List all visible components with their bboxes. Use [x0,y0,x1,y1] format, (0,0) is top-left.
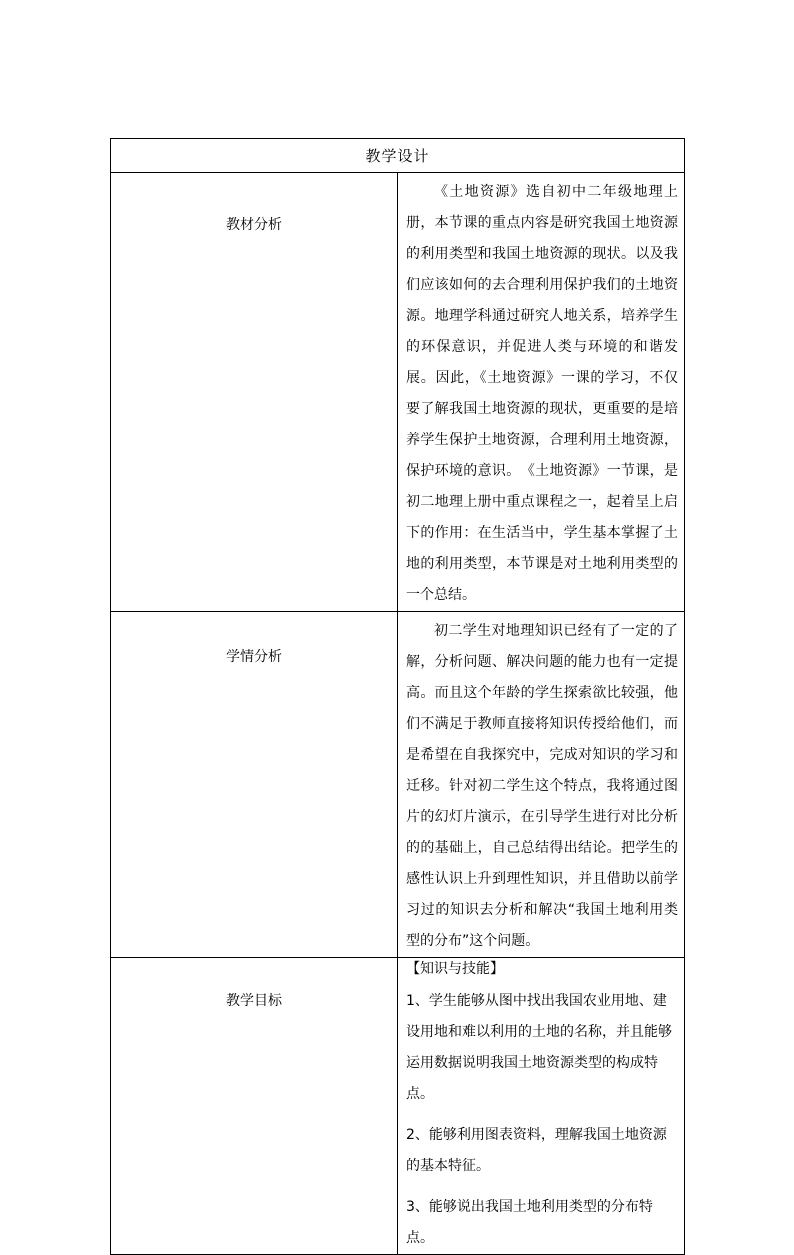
row-label-teaching-goals [111,958,398,1255]
knowledge-skills-heading: 【知识与技能】 [406,961,504,977]
row-label-text: 教学目标 [226,993,282,1009]
table-row-textbook-analysis [111,173,685,612]
row-label-textbook-analysis [111,173,398,612]
goal-item-1: 1、学生能够从图中找出我国农业用地、建设用地和难以利用的土地的名称，并且能够运用数据说明我国土地资源类型的构成特点。 [406,993,672,1102]
table-title: 教学设计 [111,139,685,173]
row-label-text: 学情分析 [226,649,282,665]
table-row-student-analysis [111,612,685,958]
textbook-analysis-paragraph: 《土地资源》选自初中二年级地理上册，本节课的重点内容是研究我国土地资源的利用类型和我国土地资源的现状。以及我们应该如何的去合理利用保护我们的土地资源。地理学科通过研究人地关系，培养学生的环保意识，并促进人类与环境的和谐发展。因此，《土地资源》一课的学习，不仅要了解我国土地资源的现状，更重要的是培养学生保护土地资源，合理利用土地资源，保护环境的意识。 《土地资源》一节课，是初二地理上册中重点课程之一，起着呈上启下的作用：在生活当中，学生基本掌握了土地的利用类型，本节课是对土地利用类型的一个总结。 [406,184,678,603]
teaching-goals-content [398,958,685,1255]
student-analysis-paragraph: 初二学生对地理知识已经有了一定的了解，分析问题、解决问题的能力也有一定提高。而且这个年龄的学生探索欲比较强，他们不满足于教师直接将知识传授给他们，而是希望在自我探究中，完成对知识的学习和迁移。针对初二学生这个特点，我将通过图片的幻灯片演示，在引导学生进行对比分析的的基础上，自己总结得出结论。把学生的感性认识上升到理性知识，并且借助以前学习过的知识去分析和解决“我国土地利用类型的分布”这个问题。 [406,623,678,949]
textbook-analysis-content [398,173,685,612]
table-title-row [111,139,685,173]
student-analysis-content [398,612,685,958]
goal-item-3: 3、能够说出我国土地利用类型的分布特点。 [406,1199,653,1246]
row-label-student-analysis [111,612,398,958]
table-row-teaching-goals [111,958,685,1255]
goal-item-2: 2、能够利用图表资料，理解我国土地资源的基本特征。 [406,1127,667,1174]
row-label-text: 教材分析 [226,217,282,233]
teaching-design-table [110,138,685,1255]
